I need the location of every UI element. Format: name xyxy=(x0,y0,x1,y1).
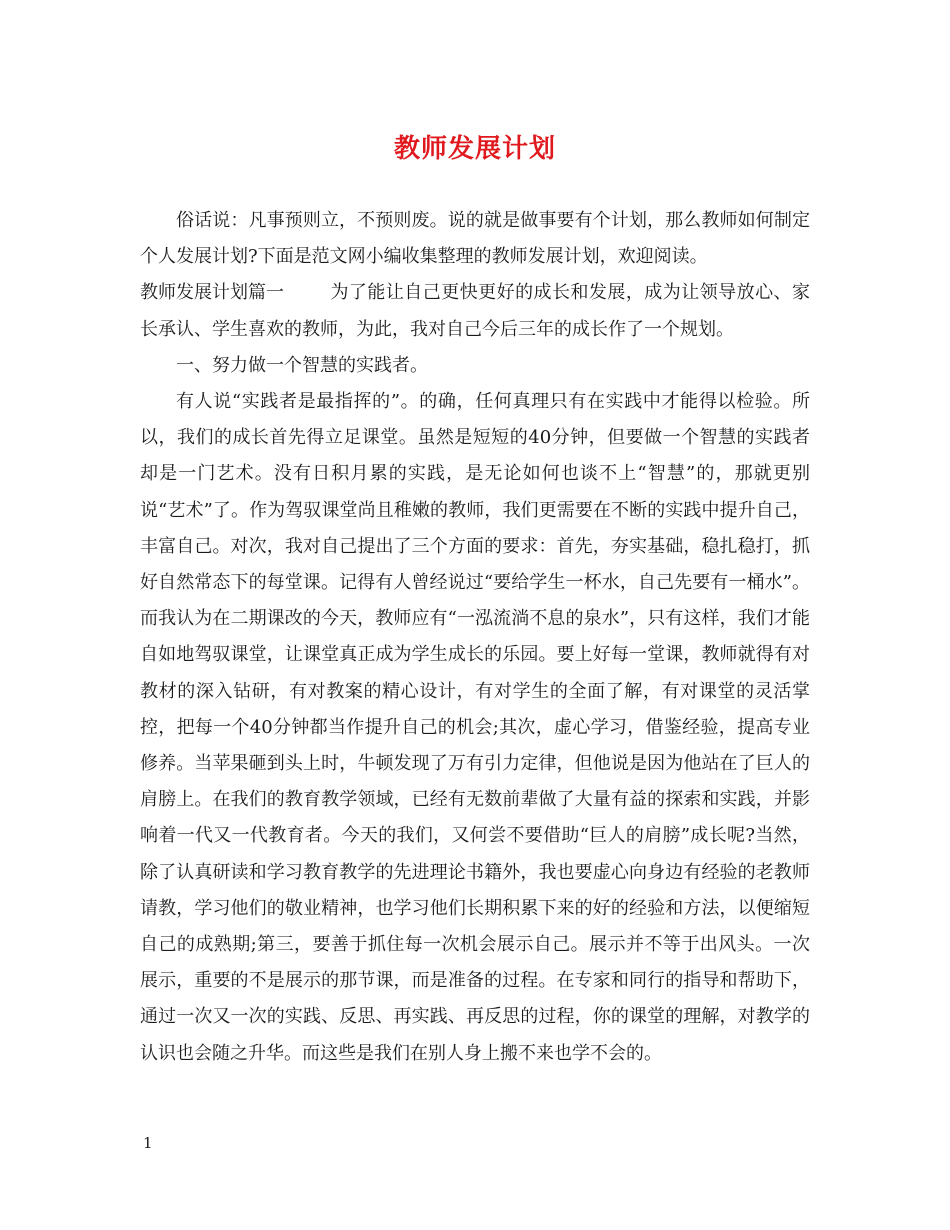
intro-paragraph: 俗话说：凡事预则立，不预则废。说的就是做事要有个计划，那么教师如何制定个人发展计划?下面是范文网小编收集整理的教师发展计划，欢迎阅读。 xyxy=(140,210,810,268)
main-paragraph: 有人说“实践者是最指挥的”。的确，任何真理只有在实践中才能得以检验。所以，我们的成长首先得立足课堂。虽然是短短的40分钟，但要做一个智慧的实践者却是一门艺术。没有日积月累的实践，是无论如何也谈不上“智慧”的，那就更别说“艺术”了。作为驾驭课堂尚且稚嫩的教师，我们更需要在不断的实践中提升自己，丰富自己。对次，我对自己提出了三个方面的要求：首先，夯实基础，稳扎稳打，抓好自然常态下的每堂课。记得有人曾经说过“要给学生一杯水，自己先要有一桶水”。而我认为在二期课改的今天，教师应有“一泓流淌不息的泉水”，只有这样，我们才能自如地驾驭课堂，让课堂真正成为学生成长的乐园。要上好每一堂课，教师就得有对教材的深入钻研，有对教案的精心设计，有对学生的全面了解，有对课堂的灵活掌控，把每一个40分钟都当作提升自己的机会;其次，虚心学习，借鉴经验，提高专业修养。当苹果砸到头上时，牛顿发现了万有引力定律，但他说是因为他站在了巨人的肩膀上。在我们的教育教学领域，已经有无数前辈做了大量有益的探索和实践，并影响着一代又一代教育者。今天的我们，又何尝不要借助“巨人的肩膀”成长呢?当然，除了认真研读和学习教育教学的先进理论书籍外，我也要虚心向身边有经验的老教师请教，学习他们的敬业精神，也学习他们长期积累下来的好的经验和方法，以便缩短自己的成熟期;第三，要善于抓住每一次机会展示自己。展示并不等于出风头。一次展示，重要的不是展示的那节课，而是准备的过程。在专家和同行的指导和帮助下，通过一次又一次的实践、反思、再实践、再反思的过程，你的课堂的理解，对教学的认识也会随之升华。而这些是我们在别人身上搬不来也学不会的。 xyxy=(140,391,810,1064)
section-heading: 一、努力做一个智慧的实践者。 xyxy=(176,354,428,376)
document-body xyxy=(140,203,810,1072)
page-number: 1 xyxy=(143,1134,153,1152)
section-opening-text: 为了能让自己更快更好的成长和发展，成为让领导放心、家长承认、学生喜欢的教师，为此，我对自己今后三年的成长作了一个规划。 xyxy=(140,282,810,340)
section-paragraph xyxy=(140,275,810,347)
document-title: 教师发展计划 xyxy=(393,134,556,164)
section-label: 教师发展计划篇一 xyxy=(140,282,284,304)
